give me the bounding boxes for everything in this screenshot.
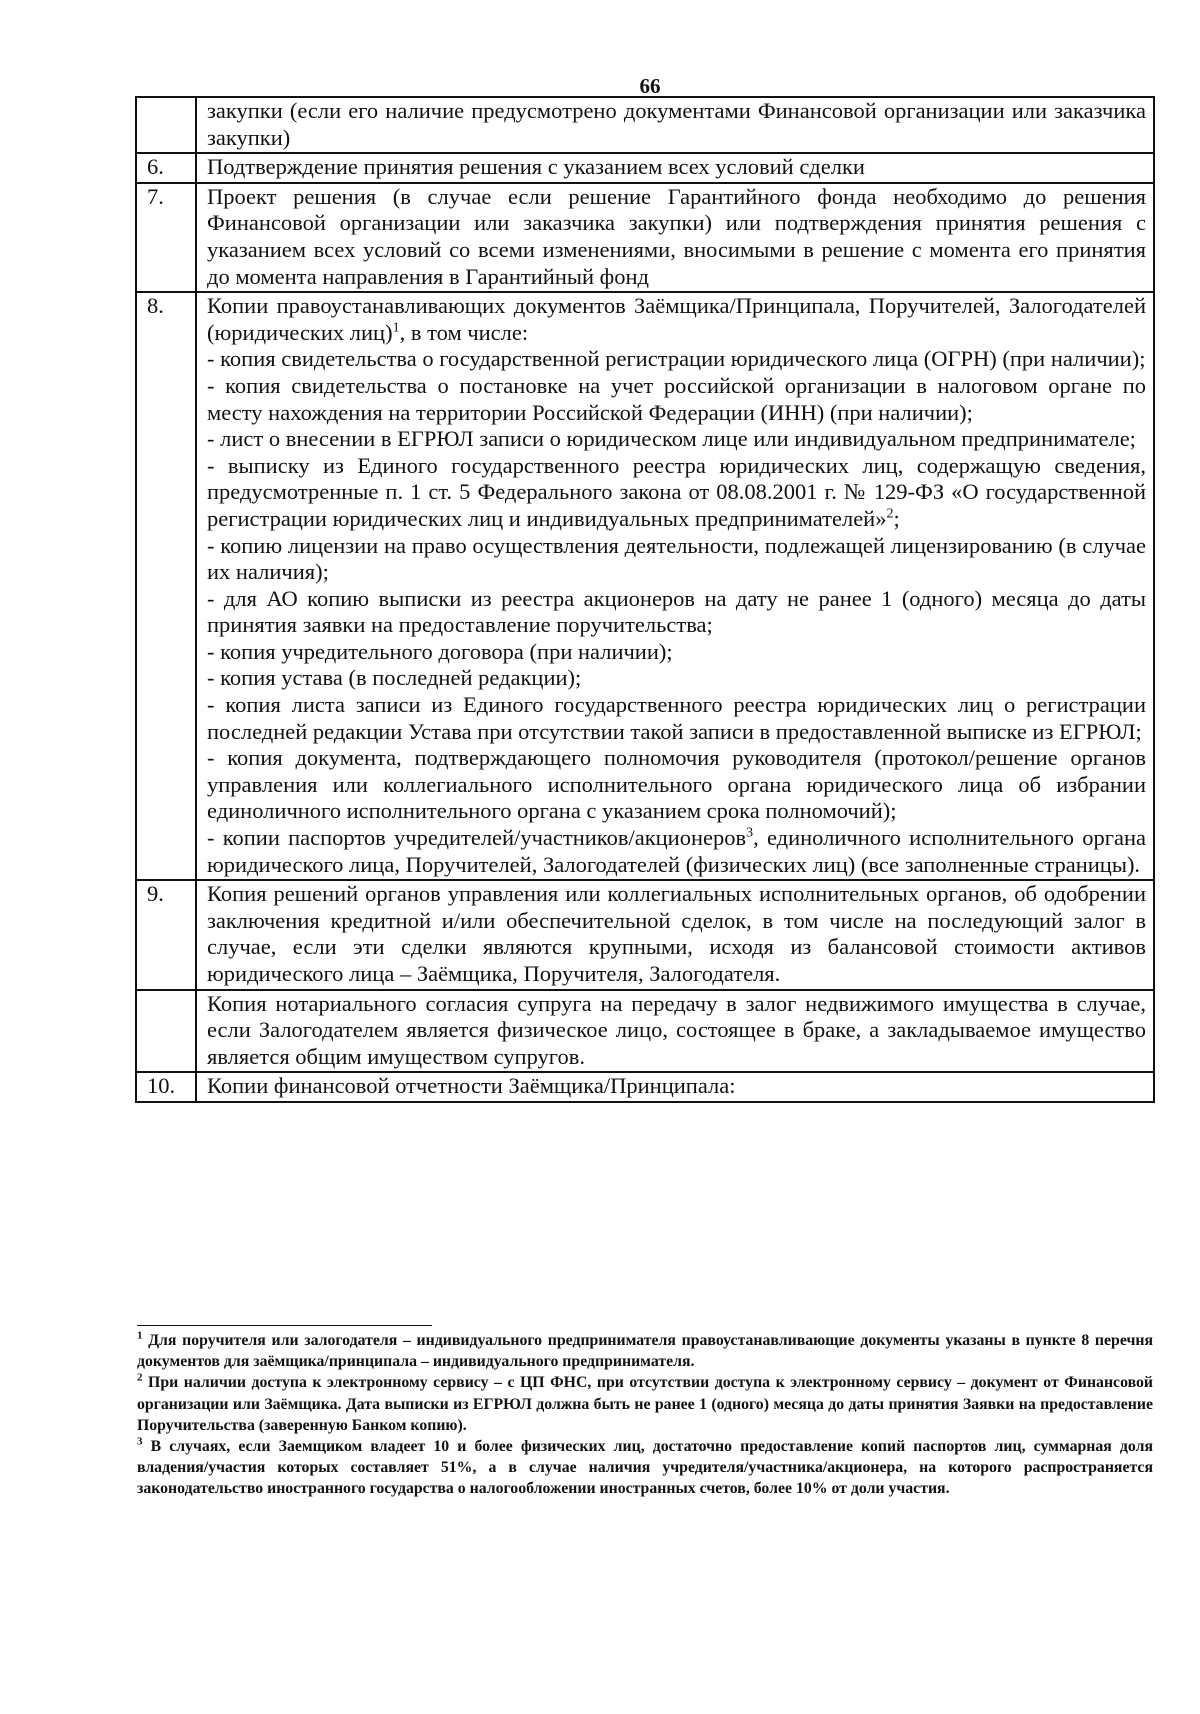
- footnote-mark: 2: [137, 1372, 143, 1385]
- row-number: [136, 97, 196, 153]
- table-row: [136, 990, 1154, 1073]
- paragraph-text: Проект решения (в случае если решение Гарантийного фонда необходимо до решения Финансовой организации или заказчика закупки) или подтверждения принятия решения с указанием всех условий со всеми изменениями, вносимыми в решение с момента его принятия до момента направления в Гарантийный фонд: [207, 183, 1146, 289]
- row-paragraph: [207, 692, 1146, 745]
- paragraph-text: - копия листа записи из Единого государственного реестра юридических лиц о регистрации последней редакции Устава при отсутствии такой записи в предоставленной выписке из ЕГРЮЛ;: [207, 692, 1146, 744]
- paragraph-text: - копия свидетельства о постановке на учет российской организации в налоговом органе по месту нахождения на территории Российской Федерации (ИНН) (при наличии);: [207, 372, 1146, 425]
- footnote-mark: 1: [137, 1329, 143, 1342]
- row-paragraph: [207, 98, 1146, 151]
- table-row: [136, 880, 1154, 989]
- footnote-separator: [137, 1325, 432, 1326]
- row-number: [136, 990, 196, 1073]
- footnotes: [137, 1330, 1153, 1500]
- row-paragraph: [207, 154, 1146, 181]
- row-content: [196, 153, 1154, 183]
- table-row: [136, 1072, 1154, 1102]
- paragraph-text: - копия учредительного договора (при наличии);: [207, 638, 673, 664]
- paragraph-text-continued: ;: [893, 505, 900, 531]
- footnote: [137, 1330, 1153, 1372]
- paragraph-text-continued: , единоличного исполнительного органа юридического лица, Поручителей, Залогодателей (физических лиц) (все заполненные страницы).: [207, 825, 1146, 877]
- row-paragraph: [207, 665, 1146, 692]
- row-number: 9.: [136, 880, 196, 989]
- paragraph-text: - копии паспортов учредителей/участников/акционеров: [207, 825, 747, 851]
- footnote-reference[interactable]: 1: [392, 320, 400, 336]
- paragraph-text: - выписку из Единого государственного реестра юридических лиц, содержащую сведения, предусмотренные п. 1 ст. 5 Федерального закона от 08.08.2001 г. № 129-ФЗ «О государственной регистрации юридических лиц и индивидуальных предпринимателей»: [207, 452, 1146, 531]
- row-paragraph: [207, 184, 1146, 290]
- row-paragraph: [207, 991, 1146, 1071]
- paragraph-text: закупки (если его наличие предусмотрено документами Финансовой организации или заказчика закупки): [207, 98, 1146, 150]
- table-row: [136, 183, 1154, 292]
- row-number: 7.: [136, 183, 196, 292]
- row-content: [196, 1072, 1154, 1102]
- table-row: [136, 292, 1154, 880]
- row-content: [196, 183, 1154, 292]
- paragraph-text: Копии финансовой отчетности Заёмщика/Принципала:: [207, 1073, 736, 1099]
- footnote-text: Для поручителя или залогодателя – индивидуального предпринимателя правоустанавливающие документы указаны в пункте 8 перечня документов для заёмщика/принципала – индивидуального предпринимателя.: [137, 1332, 1153, 1371]
- footnote-reference[interactable]: 2: [886, 506, 894, 522]
- paragraph-text: Копия решений органов управления или коллегиальных исполнительных органов, об одобрении заключения кредитной и/или обеспечительной сделок, в том числе на последующий залог в случае, если эти сделки являются крупными, исходя из балансовой стоимости активов юридического лица – Заёмщика, Поручителя, Залогодателя.: [207, 881, 1146, 986]
- table-row: [136, 153, 1154, 183]
- row-number: 10.: [136, 1072, 196, 1102]
- row-paragraph: [207, 426, 1146, 453]
- row-paragraph: [207, 346, 1146, 373]
- row-paragraph: [207, 453, 1146, 533]
- paragraph-text: - копия устава (в последней редакции);: [207, 665, 582, 691]
- footnote-mark: 3: [137, 1435, 143, 1448]
- footnote-text: В случаях, если Заемщиком владеет 10 и более физических лиц, достаточно предоставление копий паспортов лиц, суммарная доля владения/участия которых составляет 51%, а в случае наличия учредителя/участника/акционера, на которого распространяется законодательство иностранного государства о налогообложении иностранных счетов, более 10% от доли участия.: [137, 1438, 1154, 1498]
- paragraph-text-continued: , в том числе:: [399, 319, 529, 345]
- table-row: [136, 97, 1154, 153]
- row-paragraph: [207, 745, 1146, 825]
- row-paragraph: [207, 293, 1146, 346]
- row-paragraph: [207, 586, 1146, 639]
- row-content: [196, 880, 1154, 989]
- page-number: 66: [639, 74, 661, 98]
- footnote: [137, 1436, 1153, 1500]
- row-paragraph: [207, 825, 1146, 878]
- footnote-reference[interactable]: 3: [746, 825, 754, 841]
- row-content: [196, 97, 1154, 153]
- row-content: [196, 990, 1154, 1073]
- row-paragraph: [207, 373, 1146, 426]
- paragraph-text: Подтверждение принятия решения с указанием всех условий сделки: [207, 154, 865, 180]
- paragraph-text: Копии правоустанавливающих документов Заёмщика/Принципала, Поручителей, Залогодателей (юридических лиц): [207, 293, 1146, 345]
- row-paragraph: [207, 639, 1146, 666]
- footnote: [137, 1372, 1153, 1436]
- paragraph-text: - копия документа, подтверждающего полномочия руководителя (протокол/решение органов управления или коллегиального исполнительного органа юридического лица об избрании единоличного исполнительного органа с указанием срока полномочий);: [207, 745, 1146, 824]
- row-paragraph: [207, 1073, 1146, 1100]
- paragraph-text: - лист о внесении в ЕГРЮЛ записи о юридическом лице или индивидуальном предпринимателе;: [207, 426, 1136, 452]
- paragraph-text: - для АО копию выписки из реестра акционеров на дату не ранее 1 (одного) месяца до даты принятия заявки на предоставление поручительства;: [207, 585, 1146, 638]
- row-number: 6.: [136, 153, 196, 183]
- row-paragraph: [207, 533, 1146, 586]
- row-paragraph: [207, 881, 1146, 987]
- footnote-text: При наличии доступа к электронному сервису – с ЦП ФНС, при отсутствии доступа к электронному сервису – документ от Финансовой организации или Заёмщика. Дата выписки из ЕГРЮЛ должна быть не ранее 1 (одного) месяца до даты принятия Заявки на предоставление Поручительства (заверенную Банком копию).: [137, 1374, 1153, 1434]
- paragraph-text: - копию лицензии на право осуществления деятельности, подлежащей лицензированию (в случае их наличия);: [207, 532, 1146, 585]
- row-content: [196, 292, 1154, 880]
- paragraph-text: Копия нотариального согласия супруга на передачу в залог недвижимого имущества в случае, если Залогодателем является физическое лицо, состоящее в браке, а закладываемое имущество является общим имуществом супругов.: [207, 990, 1146, 1069]
- documents-table: [135, 96, 1155, 1103]
- paragraph-text: - копия свидетельства о государственной регистрации юридического лица (ОГРН) (при наличии);: [207, 346, 1146, 372]
- row-number: 8.: [136, 292, 196, 880]
